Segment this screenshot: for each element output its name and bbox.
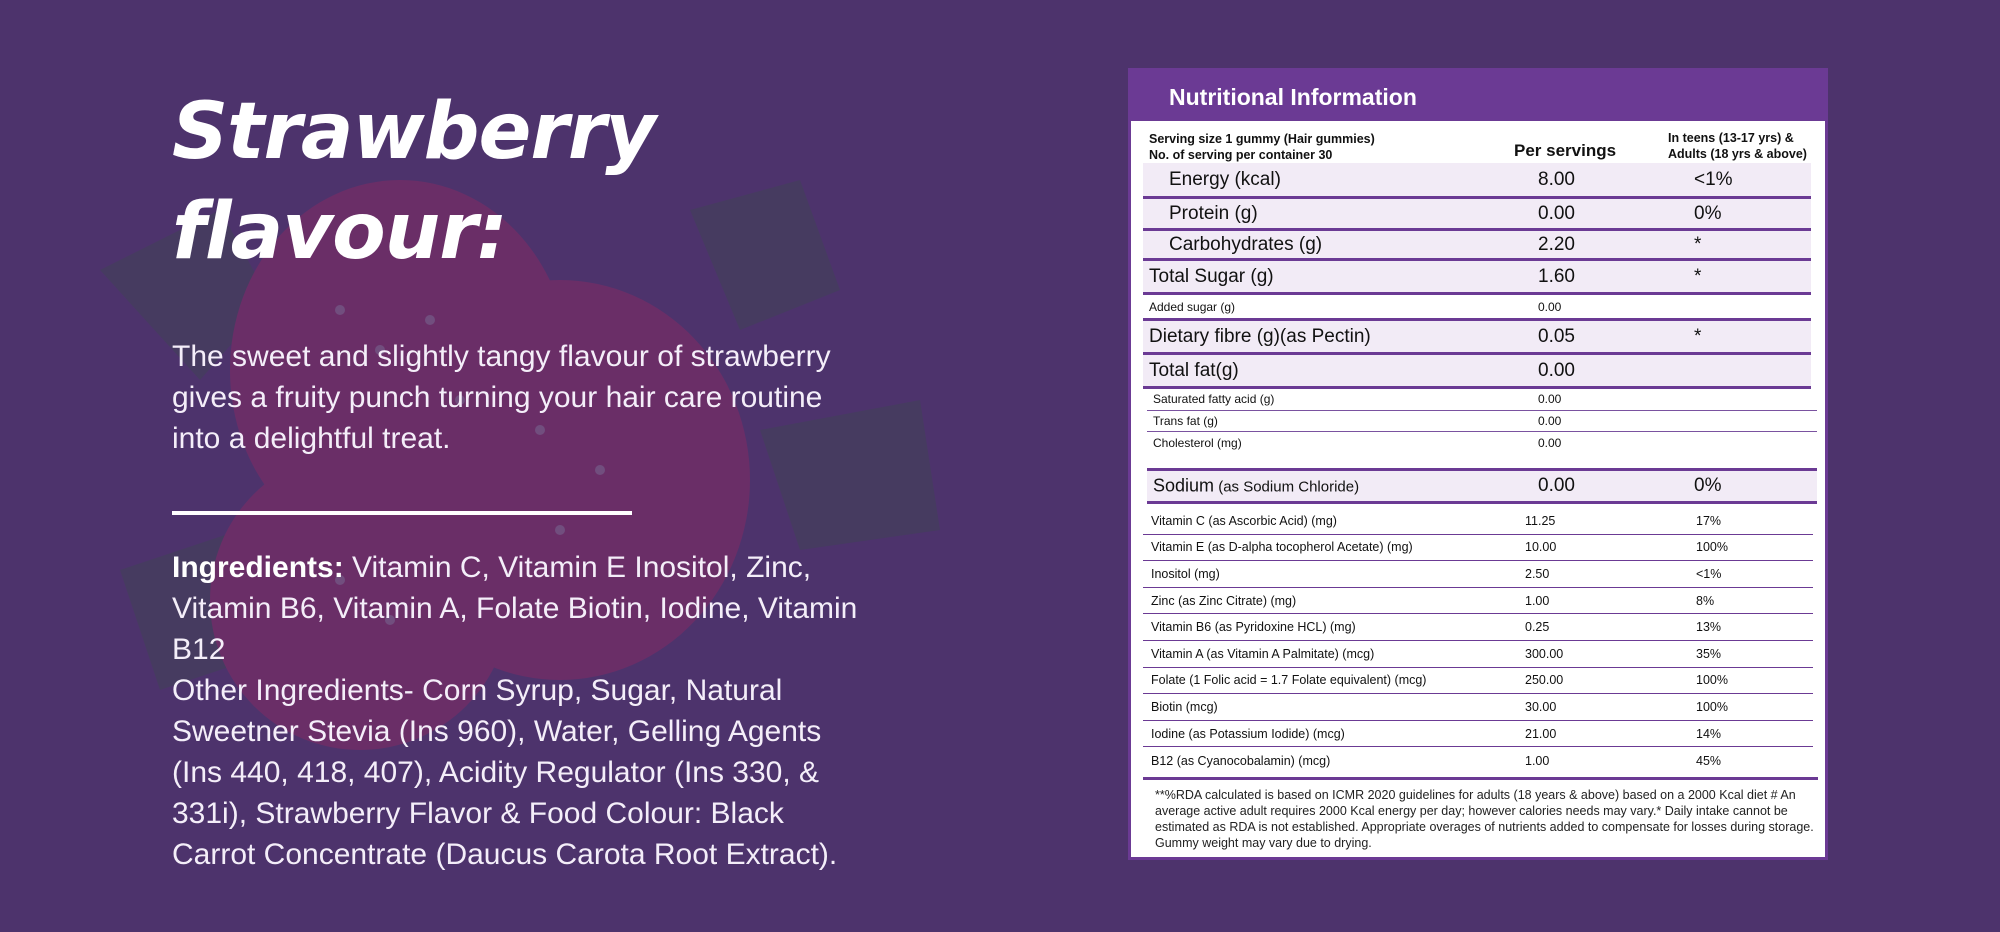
other-ingredients: Other Ingredients- Corn Syrup, Sugar, Natural Sweetner Stevia (Ins 960), Water, Gelling Agents (Ins 440, 418, 407), Acidity Regulator (Ins 330, & 331i), Strawberry Flavor & Food Colour: Black Carrot Concentrate (Daucus Carota Root Extract). <box>172 674 838 871</box>
vitamin-name: Zinc (as Zinc Citrate) (mg) <box>1151 593 1297 608</box>
nutrient-row-dietary-fibre <box>1143 321 1811 355</box>
ingredients-label: Ingredients: <box>172 551 344 584</box>
vitamin-row <box>1143 561 1813 588</box>
nutrient-value: 0.00 <box>1538 202 1575 224</box>
column-header-rda <box>1668 130 1807 162</box>
nutrient-name: Dietary fibre (g)(as Pectin) <box>1149 325 1371 347</box>
footnote-text: **%RDA calculated is based on ICMR 2020 guidelines for adults (18 years & above) based on a 2000 Kcal diet # An average active adult requires 2000 Kcal energy per day; however calories needs may vary.* Daily intake cannot be estimated as RDA is not established. Appropriate overages of nutrients added to compensate for losses during storage. Gummy weight may vary due to drying. <box>1155 788 1814 850</box>
serving-info <box>1149 131 1375 163</box>
vitamin-value: 1.00 <box>1525 593 1550 608</box>
vitamin-row <box>1143 694 1813 721</box>
vitamin-row <box>1143 508 1813 535</box>
nutrient-name: Trans fat (g) <box>1153 413 1218 428</box>
title-line-1: Strawberry <box>172 87 656 177</box>
nutrient-row-added-sugar <box>1143 295 1811 321</box>
flavour-title <box>172 82 872 282</box>
nutrient-row-total-fat <box>1143 355 1811 389</box>
column-header-per-serving: Per servings <box>1514 141 1617 160</box>
nutrition-panel <box>1128 68 1828 860</box>
vitamin-value: 11.25 <box>1525 513 1556 528</box>
hero-section <box>172 82 872 875</box>
vitamin-rda: 100% <box>1696 673 1728 688</box>
vitamin-row <box>1143 668 1813 695</box>
vitamin-row <box>1143 747 1813 774</box>
nutrient-value: 0.00 <box>1538 413 1562 428</box>
vitamin-name: Biotin (mcg) <box>1151 699 1218 714</box>
nutrient-row-cholesterol <box>1147 432 1817 454</box>
nutrient-rda: * <box>1694 325 1702 347</box>
nutrient-rda: * <box>1694 233 1702 255</box>
vitamin-row <box>1143 641 1813 668</box>
nutrient-name: Energy (kcal) <box>1169 168 1281 190</box>
vitamin-value: 10.00 <box>1525 540 1557 555</box>
nutrient-value: 0.00 <box>1538 392 1562 407</box>
vitamin-rda: 14% <box>1696 726 1722 741</box>
vitamin-name: B12 (as Cyanocobalamin) (mcg) <box>1151 753 1331 768</box>
column-header-rda-line-1: In teens (13-17 yrs) & <box>1668 131 1794 145</box>
vitamin-row <box>1143 588 1813 615</box>
vitamin-name: Folate (1 Folic acid = 1.7 Folate equivalent) (mcg) <box>1151 673 1427 688</box>
vitamin-rda: 100% <box>1696 699 1728 714</box>
vitamin-row <box>1143 535 1813 562</box>
nutrient-value: 0.00 <box>1538 299 1562 314</box>
vitamin-name: Vitamin A (as Vitamin A Palmitate) (mcg) <box>1151 646 1375 661</box>
nutrient-rda: 0% <box>1694 474 1722 496</box>
vitamin-value: 0.25 <box>1525 620 1550 635</box>
vitamin-rda: 13% <box>1696 620 1722 635</box>
vitamin-name: Inositol (mg) <box>1151 566 1220 581</box>
nutrient-row-carbohydrates <box>1143 231 1811 261</box>
nutrient-value: 1.60 <box>1538 265 1575 287</box>
nutrient-row-energy <box>1143 163 1811 199</box>
nutrient-name: Protein (g) <box>1169 202 1258 224</box>
nutrient-name: Cholesterol (mg) <box>1153 435 1242 450</box>
vitamin-table <box>1143 508 1813 774</box>
nutrient-value: 8.00 <box>1538 168 1575 190</box>
vitamin-row <box>1143 721 1813 748</box>
nutrient-rda: * <box>1694 265 1702 287</box>
title-line-2: flavour: <box>172 187 507 277</box>
nutrient-name: Saturated fatty acid (g) <box>1153 392 1275 407</box>
sodium-label: Sodium <box>1153 475 1215 495</box>
vitamin-value: 300.00 <box>1525 646 1564 661</box>
vitamin-value: 1.00 <box>1525 753 1550 768</box>
nutrient-name: Total Sugar (g) <box>1149 265 1274 287</box>
nutrient-value: 0.00 <box>1538 474 1575 496</box>
column-header-rda-line-2: Adults (18 yrs & above) <box>1668 147 1807 161</box>
nutrient-row-saturated-fat <box>1147 389 1817 411</box>
ingredients-block <box>172 547 872 875</box>
nutrient-rda: <1% <box>1694 168 1733 190</box>
nutrient-row-protein <box>1143 199 1811 231</box>
section-divider <box>172 511 632 515</box>
nutrient-row-sodium <box>1147 468 1817 504</box>
vitamin-name: Vitamin E (as D-alpha tocopherol Acetate) (mg) <box>1151 540 1413 555</box>
nutrient-row-total-sugar <box>1143 261 1811 295</box>
nutrient-rda: 0% <box>1694 202 1722 224</box>
vitamin-name: Vitamin B6 (as Pyridoxine HCL) (mg) <box>1151 620 1356 635</box>
nutrient-name: Carbohydrates (g) <box>1169 233 1323 255</box>
nutrient-name: Total fat(g) <box>1149 359 1239 381</box>
nutrient-table <box>1143 163 1811 504</box>
vitamin-value: 21.00 <box>1525 726 1557 741</box>
vitamin-value: 2.50 <box>1525 566 1550 581</box>
vitamin-rda: 100% <box>1696 540 1728 555</box>
vitamin-name: Vitamin C (as Ascorbic Acid) (mg) <box>1151 513 1337 528</box>
serving-size: Serving size 1 gummy (Hair gummies) <box>1149 132 1375 146</box>
nutrient-value: 0.00 <box>1538 359 1575 381</box>
servings-per-container: No. of serving per container 30 <box>1149 148 1333 162</box>
vitamin-value: 30.00 <box>1525 699 1557 714</box>
nutrient-name: Added sugar (g) <box>1149 299 1236 314</box>
panel-title: Nutritional Information <box>1131 71 1825 121</box>
flavour-description: The sweet and slightly tangy flavour of strawberry gives a fruity punch turning your hair care routine into a delightful treat. <box>172 340 831 455</box>
sodium-suffix: (as Sodium Chloride) <box>1214 478 1360 495</box>
vitamin-rda: 8% <box>1696 593 1715 608</box>
vitamin-rda: 45% <box>1696 753 1722 768</box>
vitamin-row <box>1143 614 1813 641</box>
vitamin-rda: 35% <box>1696 646 1722 661</box>
nutrient-row-trans-fat <box>1147 411 1817 433</box>
nutrient-value: 0.00 <box>1538 435 1562 450</box>
vitamin-name: Iodine (as Potassium Iodide) (mcg) <box>1151 726 1345 741</box>
nutrient-value: 0.05 <box>1538 325 1575 347</box>
nutrient-name <box>1153 475 1359 496</box>
vitamin-rda: 17% <box>1696 513 1722 528</box>
ingredients-text: Vitamin C, Vitamin E Inositol, Zinc, Vitamin B6, Vitamin A, Folate Biotin, Iodine, Vitamin B12 <box>172 551 858 666</box>
nutrient-value: 2.20 <box>1538 233 1575 255</box>
vitamin-value: 250.00 <box>1525 673 1564 688</box>
footnote-divider <box>1143 777 1818 780</box>
vitamin-rda: <1% <box>1696 566 1722 581</box>
